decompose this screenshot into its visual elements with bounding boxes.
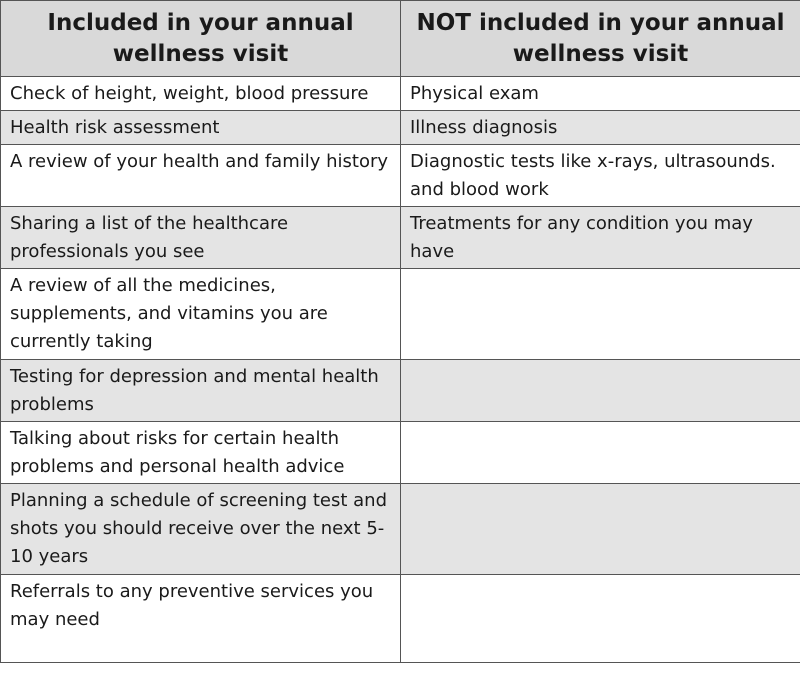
table-row	[1, 207, 800, 269]
cell-included: A review of all the medicines, supplements, and vitamins you are currently taking	[1, 269, 401, 360]
cell-not-included: Illness diagnosis	[401, 111, 800, 145]
cell-not-included: Diagnostic tests like x-rays, ultrasounds. and blood work	[401, 145, 800, 207]
table-row	[1, 111, 800, 145]
header-included: Included in your annual wellness visit	[1, 1, 401, 77]
cell-not-included	[401, 484, 800, 575]
cell-not-included: Physical exam	[401, 77, 800, 111]
cell-not-included	[401, 269, 800, 360]
table-row	[1, 575, 800, 663]
table-row	[1, 145, 800, 207]
cell-included: Sharing a list of the healthcare professionals you see	[1, 207, 401, 269]
cell-included: Planning a schedule of screening test and shots you should receive over the next 5-10 years	[1, 484, 401, 575]
cell-not-included	[401, 360, 800, 422]
cell-included: Referrals to any preventive services you may need	[1, 575, 401, 663]
cell-included: Testing for depression and mental health problems	[1, 360, 401, 422]
table-row	[1, 269, 800, 360]
table-row	[1, 422, 800, 484]
table-row	[1, 484, 800, 575]
cell-not-included	[401, 575, 800, 663]
cell-included: Talking about risks for certain health problems and personal health advice	[1, 422, 401, 484]
cell-included: Health risk assessment	[1, 111, 401, 145]
cell-not-included	[401, 422, 800, 484]
cell-not-included: Treatments for any condition you may have	[401, 207, 800, 269]
cell-included: A review of your health and family history	[1, 145, 401, 207]
header-row	[1, 1, 800, 77]
cell-included: Check of height, weight, blood pressure	[1, 77, 401, 111]
table-row	[1, 77, 800, 111]
header-not-included: NOT included in your annual wellness visit	[401, 1, 800, 77]
table-row	[1, 360, 800, 422]
